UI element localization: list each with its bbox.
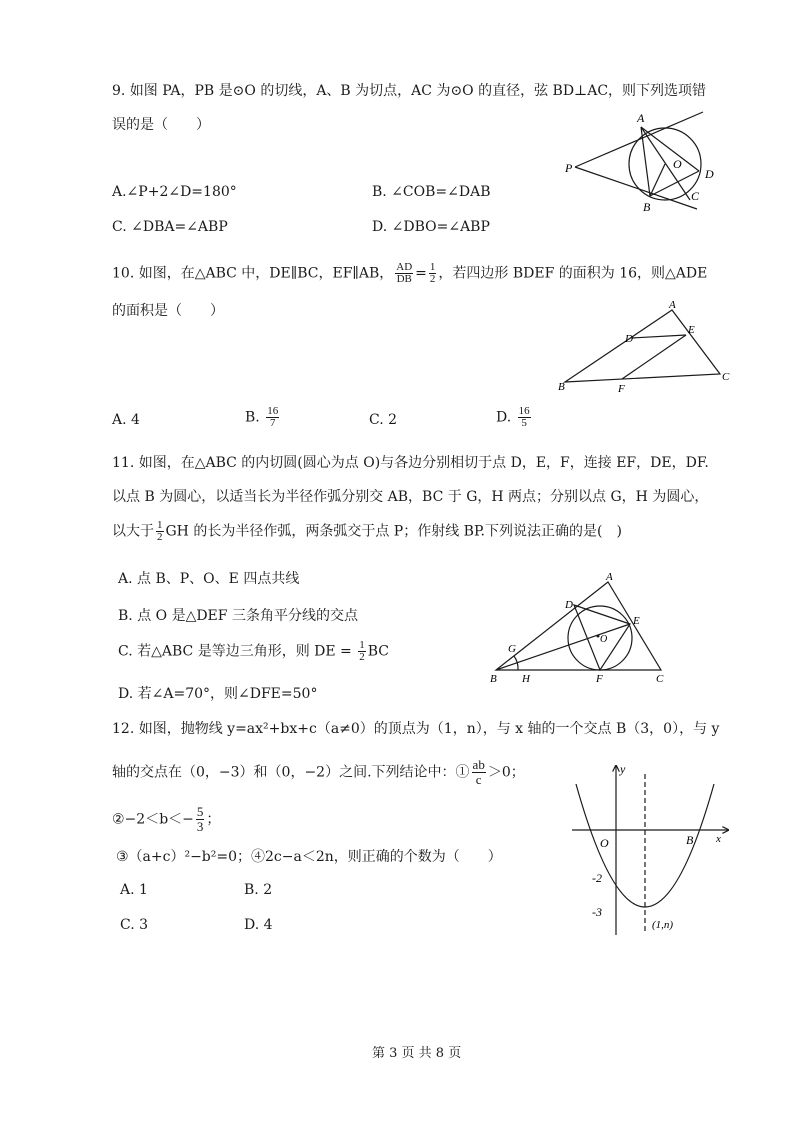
q12-c2-prefix: ②−2＜b＜−: [112, 811, 194, 828]
q12-c1-den: c: [475, 772, 482, 787]
q10-option-d-den: 5: [521, 417, 527, 429]
ray-bp: [496, 624, 630, 670]
label-e: E: [688, 324, 695, 336]
label-h: H: [522, 673, 530, 685]
q11-option-c-frac: [358, 640, 366, 663]
q10-option-b-label: B.: [245, 409, 260, 426]
q10-ratio-val-num: 1: [429, 261, 436, 273]
q12-c2-num: 5: [196, 804, 204, 819]
q10-option-d-frac: [518, 406, 531, 429]
q12-c1-suffix: ＞0；: [487, 764, 525, 781]
q12-option-d: D. 4: [244, 917, 273, 933]
q11-option-c-den: 2: [359, 651, 365, 663]
tangent-pb: [575, 167, 697, 209]
label-g: G: [508, 643, 516, 655]
label-b: B: [643, 200, 651, 214]
q12-c2-suffix: ；: [206, 811, 221, 828]
q10-option-b-num: 16: [267, 405, 279, 417]
q10-ratio-den: DB: [396, 273, 412, 285]
q10-figure: [555, 298, 735, 396]
q10-option-c: C. 2: [369, 412, 398, 428]
q9-option-d: D. ∠DBO=∠ABP: [372, 219, 490, 235]
label-b: B: [558, 381, 565, 393]
label-c: C: [656, 673, 664, 685]
q10-option-d: [496, 406, 533, 429]
label-d: D: [625, 333, 633, 345]
q12-stem-line2-prefix: 轴的交点在（0，−3）和（0，−2）之间.下列结论中：①: [112, 764, 470, 781]
label-a: A: [606, 571, 613, 583]
segment-ad: [641, 127, 699, 171]
label-b: B: [490, 673, 497, 685]
label-p: P: [565, 161, 573, 175]
label-e: E: [633, 615, 640, 627]
label-b: B: [686, 833, 694, 847]
label-minus-2: -2: [592, 871, 602, 885]
q12-option-a: A. 1: [120, 882, 148, 898]
q11-stem-line3-prefix: 以大于: [112, 523, 154, 540]
q10-stem-prefix: 10. 如图，在△ABC 中，DE∥BC，EF∥AB，: [112, 265, 394, 282]
q10-option-b: [245, 406, 281, 429]
q12-c2-frac: [196, 805, 205, 834]
label-o: O: [673, 157, 682, 171]
label-d: D: [705, 167, 714, 181]
label-a: A: [669, 299, 676, 311]
q12-figure: [568, 760, 740, 940]
q10-stem-suffix: ，若四边形 BDEF 的面积为 16，则△ADE: [438, 265, 708, 282]
q12-conclusion-34: ③（a+c）²−b²=0；④2c−a＜2n，则正确的个数为（ ）: [116, 849, 502, 865]
q11-option-b: B. 点 O 是△DEF 三条角平分线的交点: [118, 608, 358, 624]
q10-option-a: A. 4: [112, 412, 140, 428]
q11-half-frac: [156, 520, 164, 543]
q11-stem-line2: 以点 B 为圆心，以适当长为半径作弧分别交 AB，BC 于 G，H 两点；分别以点 G，H 为圆心，: [112, 489, 709, 505]
q11-stem-line3-suffix: GH 的长为半径作弧，两条弧交于点 P；作射线 BP.下列说法正确的是( ): [165, 523, 622, 540]
q10-option-b-den: 7: [269, 417, 276, 429]
q11-option-c-prefix: C. 若△ABC 是等边三角形，则 DE =: [118, 643, 352, 660]
q10-ratio-num: AD: [396, 261, 413, 273]
q11-half-num: 1: [157, 519, 163, 531]
q11-half-den: 2: [157, 531, 163, 543]
q11-stem-line3: [112, 520, 622, 543]
segment-de: [632, 335, 686, 338]
diameter-ac: [641, 127, 690, 200]
label-y: y: [620, 762, 626, 776]
label-d: D: [565, 599, 573, 611]
label-f: F: [596, 673, 603, 685]
page-footer: 第 3 页 共 8 页: [372, 1046, 462, 1061]
q12-conclusion-2: [112, 805, 220, 834]
q12-c1-frac: [472, 758, 486, 787]
q11-option-d: D. 若∠A=70°，则∠DFE=50°: [118, 686, 318, 702]
q12-c2-den: 3: [196, 819, 204, 834]
segment-ob: [650, 164, 665, 196]
q9-option-b: B. ∠COB=∠DAB: [372, 184, 491, 200]
q11-figure: [486, 570, 671, 685]
q10-stem-line1: [112, 262, 707, 285]
q9-stem-line1: 9. 如图 PA，PB 是⊙O 的切线，A、B 为切点，AC 为⊙O 的直径，弦 BD⊥AC，则下列选项错: [112, 83, 707, 99]
q11-option-a: A. 点 B、P、O、E 四点共线: [118, 571, 300, 587]
label-o: O: [600, 836, 609, 850]
q10-option-d-label: D.: [496, 409, 512, 426]
q9-option-a: A.∠P+2∠D=180°: [112, 184, 237, 200]
label-f: F: [618, 383, 625, 395]
q10-option-d-num: 16: [518, 405, 530, 417]
q11-option-c: [118, 640, 389, 663]
q11-stem-line1: 11. 如图，在△ABC 的内切圆(圆心为点 O)与各边分别相切于点 D，E，F，连接 EF，DE，DF.: [112, 455, 709, 471]
label-x: x: [716, 833, 721, 845]
label-vertex: (1,n): [652, 919, 674, 931]
q12-option-c: C. 3: [120, 917, 149, 933]
q11-option-c-suffix: BC: [367, 643, 389, 660]
label-c: C: [722, 371, 730, 383]
q11-option-c-num: 1: [359, 639, 365, 651]
q10-stem-line2: 的面积是（ ）: [112, 303, 224, 319]
label-a: A: [637, 111, 645, 125]
q12-stem-line1: 12. 如图，抛物线 y=ax²+bx+c（a≠0）的顶点为（1，n），与 x 轴的一个交点 B（3，0），与 y: [112, 721, 720, 737]
triangle-abc: [565, 310, 720, 382]
q10-ratio-fraction: [395, 262, 413, 285]
q10-option-b-frac: [266, 406, 279, 429]
q10-ratio-eq: =: [415, 265, 427, 282]
q9-figure: [555, 108, 720, 216]
label-minus-3: -3: [592, 905, 602, 919]
q12-option-b: B. 2: [244, 882, 273, 898]
q9-stem-line2: 误的是（ ）: [112, 117, 210, 133]
q9-option-c: C. ∠DBA=∠ABP: [112, 219, 228, 235]
label-c: C: [691, 189, 700, 203]
q10-ratio-value: [429, 262, 437, 285]
q10-ratio-val-den: 2: [429, 273, 436, 285]
label-o: O: [600, 634, 608, 645]
q12-stem-line2: [112, 758, 525, 787]
q12-c1-num: ab: [472, 757, 485, 772]
